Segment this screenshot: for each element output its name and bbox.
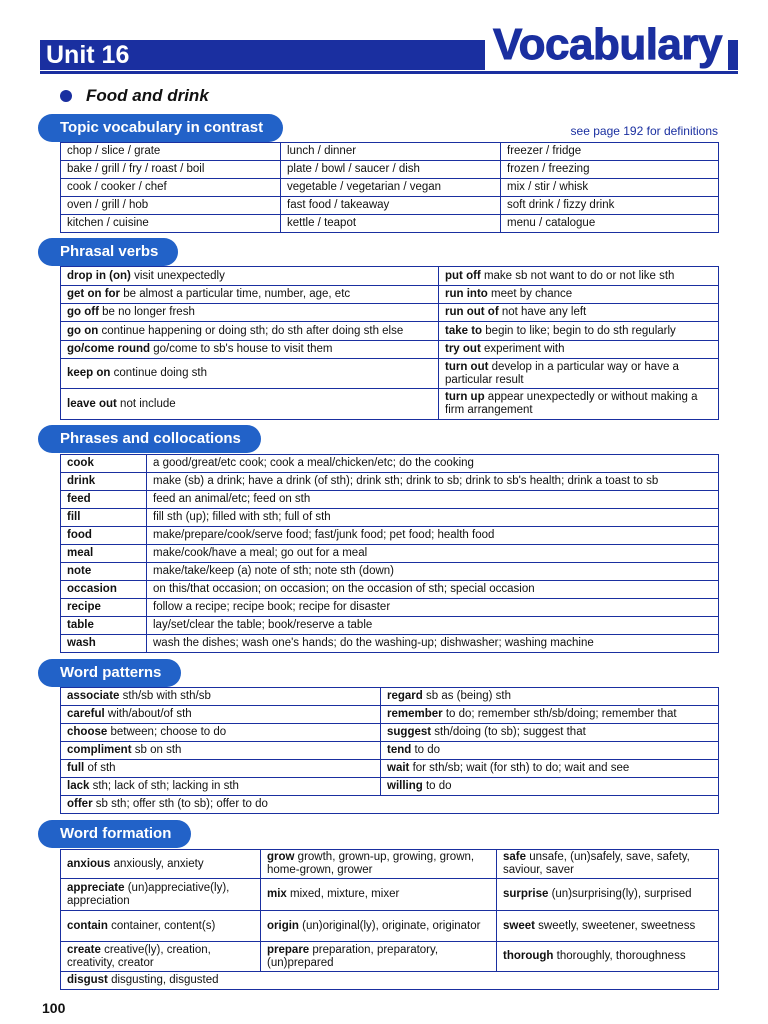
- cell-text: fill sth (up); filled with sth; full of sth: [153, 511, 331, 524]
- cell-text: freezer / fridge: [507, 145, 582, 158]
- cell-text: a good/great/etc cook; cook a meal/chicken/etc; do the cooking: [153, 457, 474, 470]
- headword: choose: [67, 726, 108, 739]
- table-row: [61, 760, 719, 778]
- table-row: [61, 491, 719, 509]
- cell-text: menu / catalogue: [507, 217, 596, 230]
- table-cell: [147, 581, 719, 599]
- table-cell: [281, 161, 501, 179]
- headword: take to: [445, 324, 483, 337]
- table-row: [61, 322, 719, 341]
- table-cell: [261, 879, 497, 911]
- table-cell: [261, 972, 497, 990]
- table-row: [61, 286, 719, 304]
- table-cell: [381, 688, 719, 706]
- table-row: [61, 267, 719, 286]
- cell-text: kettle / teapot: [287, 217, 357, 230]
- definition: thoroughly, thoroughness: [553, 950, 686, 963]
- headword: thorough: [503, 950, 554, 963]
- definition: growth, grown-up, growing, grown, home-grown, grower: [267, 851, 475, 876]
- table-row: [61, 215, 719, 233]
- table-cell: [61, 879, 261, 911]
- definition: appear unexpectedly or without making a firm arrangement: [445, 391, 698, 416]
- phrasal-verbs-table: [60, 266, 719, 420]
- definition: (un)original(ly), originate, originator: [298, 919, 481, 932]
- headword: create: [67, 943, 101, 956]
- definition: container, content(s): [107, 919, 216, 932]
- definition: not include: [116, 397, 176, 410]
- table-cell: [61, 359, 439, 389]
- cell-text: lay/set/clear the table; book/reserve a table: [153, 619, 373, 632]
- page-title-text: Vocabulary: [493, 20, 722, 69]
- cell-text: feed an animal/etc; feed on sth: [153, 493, 311, 506]
- headword: run into: [445, 288, 488, 301]
- headword: run out of: [445, 306, 499, 319]
- definition: be no longer fresh: [98, 306, 195, 319]
- definition: meet by chance: [487, 288, 573, 301]
- table-cell: [381, 742, 719, 760]
- section-heading-word-formation: Word formation: [38, 820, 191, 848]
- table-cell: [439, 341, 719, 359]
- table-cell: [497, 972, 719, 990]
- table-cell: [61, 724, 381, 742]
- table-row: [61, 161, 719, 179]
- table-cell: [61, 796, 381, 814]
- headword: associate: [67, 690, 120, 703]
- headword: offer: [67, 798, 93, 811]
- table-row: [61, 850, 719, 879]
- headword: sweet: [503, 919, 535, 932]
- table-cell: [61, 635, 147, 653]
- table-cell: [61, 778, 381, 796]
- topic-heading: [60, 86, 209, 106]
- table-cell: [61, 563, 147, 581]
- section-heading-phrases-collocations: Phrases and collocations: [38, 425, 261, 453]
- table-cell: [61, 143, 281, 161]
- table-cell: [497, 911, 719, 942]
- table-row: [61, 563, 719, 581]
- definition: not have any left: [498, 306, 587, 319]
- definition: sth/doing (to sb); suggest that: [431, 726, 586, 739]
- table-cell: [61, 473, 147, 491]
- cell-text: plate / bowl / saucer / dish: [287, 163, 420, 176]
- table-cell: [147, 473, 719, 491]
- definition: unsafe, (un)safely, save, safety, saviour, saver: [503, 851, 690, 876]
- headword: keep on: [67, 367, 111, 380]
- table-row: [61, 341, 719, 359]
- table-cell: [501, 179, 719, 197]
- table-cell: [61, 286, 439, 304]
- cell-text: make/prepare/cook/serve food; fast/junk food; pet food; health food: [153, 529, 495, 542]
- table-cell: [439, 359, 719, 389]
- headword: mix: [267, 888, 287, 901]
- definition: (un)surprising(ly), surprised: [548, 888, 692, 901]
- cell-text: frozen / freezing: [507, 163, 590, 176]
- cell-text: recipe: [67, 601, 101, 614]
- definition: to do: [411, 744, 441, 757]
- word-patterns-table: [60, 687, 719, 814]
- table-cell: [61, 706, 381, 724]
- headword: careful: [67, 708, 105, 721]
- table-row: [61, 635, 719, 653]
- headword: appreciate: [67, 881, 125, 894]
- cell-text: food: [67, 529, 92, 542]
- table-cell: [61, 599, 147, 617]
- word-formation-table: [60, 849, 719, 990]
- definition: creative(ly), creation, creativity, creator: [67, 943, 211, 969]
- table-cell: [61, 509, 147, 527]
- table-cell: [147, 455, 719, 473]
- cell-text: wash: [67, 637, 96, 650]
- table-row: [61, 706, 719, 724]
- definition: anxiously, anxiety: [110, 857, 204, 870]
- table-cell: [281, 179, 501, 197]
- table-cell: [147, 617, 719, 635]
- definition: between; choose to do: [107, 726, 227, 739]
- table-row: [61, 911, 719, 942]
- topic-vocabulary-table: [60, 142, 719, 233]
- definition: continue doing sth: [110, 367, 208, 380]
- table-cell: [261, 850, 497, 879]
- definition: develop in a particular way or have a particular result: [445, 360, 679, 386]
- table-cell: [147, 599, 719, 617]
- headword: go off: [67, 306, 99, 319]
- headword: disgust: [67, 974, 108, 987]
- table-cell: [61, 617, 147, 635]
- definition: for sth/sb; wait (for sth) to do; wait and see: [409, 762, 630, 775]
- cell-text: kitchen / cuisine: [67, 217, 149, 230]
- table-cell: [61, 341, 439, 359]
- topic-title: Food and drink: [86, 86, 209, 105]
- headword: prepare: [267, 943, 310, 956]
- table-row: [61, 724, 719, 742]
- cell-text: mix / stir / whisk: [507, 181, 589, 194]
- table-row: [61, 197, 719, 215]
- headword: regard: [387, 690, 423, 703]
- definition: (un)appreciative(ly), appreciation: [67, 881, 230, 907]
- table-cell: [61, 527, 147, 545]
- table-cell: [501, 143, 719, 161]
- section-heading-phrasal-verbs: Phrasal verbs: [38, 238, 178, 266]
- cell-text: drink: [67, 475, 96, 488]
- table-row: [61, 179, 719, 197]
- headword: turn out: [445, 360, 489, 373]
- table-cell: [381, 796, 719, 814]
- definition: sth; lack of sth; lacking in sth: [89, 780, 239, 793]
- table-cell: [147, 491, 719, 509]
- table-cell: [147, 509, 719, 527]
- page-title: [485, 20, 728, 70]
- cell-text: wash the dishes; wash one's hands; do the washing-up; dishwasher; washing machine: [153, 637, 594, 650]
- table-cell: [147, 545, 719, 563]
- table-cell: [281, 215, 501, 233]
- table-cell: [497, 942, 719, 972]
- table-cell: [61, 491, 147, 509]
- table-cell: [439, 389, 719, 420]
- table-cell: [261, 942, 497, 972]
- definition: sb as (being) sth: [422, 690, 512, 703]
- table-cell: [61, 850, 261, 879]
- page-number: 100: [42, 1000, 66, 1016]
- cell-text: lunch / dinner: [287, 145, 357, 158]
- table-row: [61, 796, 719, 814]
- table-cell: [439, 286, 719, 304]
- header-underline: [40, 71, 738, 74]
- headword: leave out: [67, 397, 117, 410]
- table-row: [61, 304, 719, 322]
- table-row: [61, 942, 719, 972]
- cell-text: cook / cooker / chef: [67, 181, 167, 194]
- table-cell: [381, 706, 719, 724]
- cell-text: bake / grill / fry / roast / boil: [67, 163, 205, 176]
- cell-text: make/take/keep (a) note of sth; note sth (down): [153, 565, 394, 578]
- table-cell: [501, 197, 719, 215]
- table-cell: [61, 322, 439, 341]
- unit-title: Unit 16: [46, 41, 130, 69]
- table-row: [61, 742, 719, 760]
- table-cell: [61, 545, 147, 563]
- table-cell: [439, 322, 719, 341]
- table-row: [61, 617, 719, 635]
- headword: suggest: [387, 726, 432, 739]
- cell-text: soft drink / fizzy drink: [507, 199, 615, 212]
- table-cell: [61, 688, 381, 706]
- cell-text: feed: [67, 493, 91, 506]
- cell-text: make (sb) a drink; have a drink (of sth); drink sth; drink to sb; drink to sb's health; drink a toast to sb: [153, 475, 659, 488]
- headword: go/come round: [67, 343, 151, 356]
- table-cell: [497, 850, 719, 879]
- table-cell: [281, 197, 501, 215]
- table-row: [61, 359, 719, 389]
- cell-text: note: [67, 565, 92, 578]
- table-cell: [61, 304, 439, 322]
- definition: with/about/of sth: [104, 708, 192, 721]
- headword: compliment: [67, 744, 132, 757]
- table-cell: [281, 143, 501, 161]
- definitions-note: see page 192 for definitions: [570, 124, 718, 138]
- table-row: [61, 545, 719, 563]
- table-row: [61, 527, 719, 545]
- section-heading-word-patterns: Word patterns: [38, 659, 181, 687]
- table-cell: [501, 215, 719, 233]
- headword: wait: [387, 762, 410, 775]
- table-cell: [61, 215, 281, 233]
- table-cell: [61, 455, 147, 473]
- headword: surprise: [503, 888, 549, 901]
- definition: begin to like; begin to do sth regularly: [482, 324, 676, 337]
- table-row: [61, 509, 719, 527]
- headword: tend: [387, 744, 412, 757]
- headword: origin: [267, 919, 299, 932]
- table-row: [61, 455, 719, 473]
- table-cell: [147, 527, 719, 545]
- table-cell: [61, 760, 381, 778]
- table-cell: [147, 563, 719, 581]
- headword: get on for: [67, 288, 121, 301]
- table-cell: [61, 942, 261, 972]
- table-row: [61, 879, 719, 911]
- definition: sweetly, sweetener, sweetness: [534, 919, 696, 932]
- definition: make sb not want to do or not like sth: [480, 269, 675, 282]
- definition: of sth: [84, 762, 116, 775]
- table-cell: [61, 389, 439, 420]
- table-row: [61, 389, 719, 420]
- table-cell: [381, 760, 719, 778]
- table-cell: [501, 161, 719, 179]
- table-cell: [61, 161, 281, 179]
- cell-text: make/cook/have a meal; go out for a meal: [153, 547, 368, 560]
- headword: safe: [503, 851, 527, 864]
- table-cell: [381, 778, 719, 796]
- table-cell: [61, 742, 381, 760]
- definition: sb sth; offer sth (to sb); offer to do: [92, 798, 268, 811]
- definition: disgusting, disgusted: [107, 974, 219, 987]
- headword: drop in (on): [67, 269, 131, 282]
- table-cell: [147, 635, 719, 653]
- headword: try out: [445, 343, 481, 356]
- definition: go/come to sb's house to visit them: [150, 343, 333, 356]
- headword: contain: [67, 919, 108, 932]
- definition: mixed, mixture, mixer: [286, 888, 400, 901]
- table-cell: [61, 267, 439, 286]
- table-cell: [61, 972, 261, 990]
- bullet-icon: [60, 90, 72, 102]
- table-cell: [61, 911, 261, 942]
- table-cell: [497, 879, 719, 911]
- definition: continue happening or doing sth; do sth after doing sth else: [98, 324, 404, 337]
- table-row: [61, 599, 719, 617]
- headword: lack: [67, 780, 90, 793]
- cell-text: vegetable / vegetarian / vegan: [287, 181, 442, 194]
- headword: turn up: [445, 391, 485, 404]
- definition: experiment with: [480, 343, 565, 356]
- table-cell: [439, 304, 719, 322]
- table-row: [61, 473, 719, 491]
- table-row: [61, 688, 719, 706]
- table-row: [61, 581, 719, 599]
- table-cell: [61, 581, 147, 599]
- cell-text: fast food / takeaway: [287, 199, 390, 212]
- headword: full: [67, 762, 85, 775]
- table-cell: [261, 911, 497, 942]
- table-row: [61, 143, 719, 161]
- cell-text: meal: [67, 547, 94, 560]
- section-heading-topic-vocabulary: Topic vocabulary in contrast: [38, 114, 283, 142]
- table-cell: [381, 724, 719, 742]
- definition: be almost a particular time, number, age, etc: [120, 288, 351, 301]
- headword: put off: [445, 269, 481, 282]
- headword: go on: [67, 324, 99, 337]
- definition: to do: [422, 780, 452, 793]
- table-cell: [61, 179, 281, 197]
- definition: sb on sth: [131, 744, 182, 757]
- headword: willing: [387, 780, 423, 793]
- cell-text: chop / slice / grate: [67, 145, 161, 158]
- headword: remember: [387, 708, 443, 721]
- headword: grow: [267, 851, 295, 864]
- cell-text: on this/that occasion; on occasion; on the occasion of sth; special occasion: [153, 583, 535, 596]
- table-cell: [61, 197, 281, 215]
- definition: sth/sb with sth/sb: [119, 690, 211, 703]
- cell-text: occasion: [67, 583, 117, 596]
- definition: to do; remember sth/sb/doing; remember that: [442, 708, 677, 721]
- cell-text: fill: [67, 511, 81, 524]
- table-row: [61, 972, 719, 990]
- cell-text: oven / grill / hob: [67, 199, 149, 212]
- definition: preparation, preparatory, (un)prepared: [267, 943, 439, 969]
- table-cell: [439, 267, 719, 286]
- headword: anxious: [67, 857, 111, 870]
- definition: visit unexpectedly: [130, 269, 225, 282]
- table-row: [61, 778, 719, 796]
- phrases-collocations-table: [60, 454, 719, 653]
- cell-text: table: [67, 619, 94, 632]
- cell-text: follow a recipe; recipe book; recipe for disaster: [153, 601, 391, 614]
- cell-text: cook: [67, 457, 94, 470]
